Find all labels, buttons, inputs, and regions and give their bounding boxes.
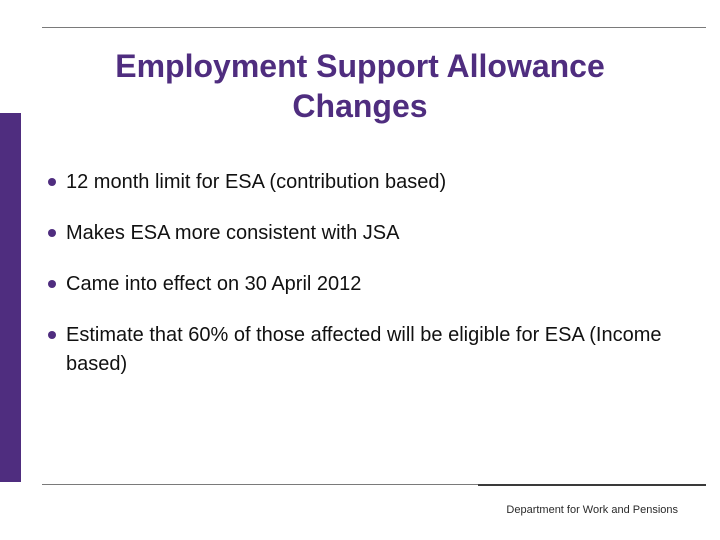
bullet-item — [48, 168, 688, 197]
bullet-item — [48, 219, 688, 248]
footer-divider — [478, 484, 706, 486]
top-divider — [42, 27, 706, 28]
bullet-text: Came into effect on 30 April 2012 — [66, 273, 362, 295]
bullet-text: 12 month limit for ESA (contribution based) — [66, 171, 447, 193]
footer-department: Department for Work and Pensions — [506, 504, 678, 516]
bullet-text: Estimate that 60% of those affected will be eligible for ESA (Income based) — [66, 324, 662, 375]
slide-title: Employment Support Allowance Changes — [115, 48, 605, 124]
left-accent-bar — [0, 113, 21, 482]
bullet-dot-icon — [48, 178, 56, 186]
bullet-list — [48, 168, 688, 401]
bullet-item — [48, 270, 688, 299]
bullet-text: Makes ESA more consistent with JSA — [66, 222, 400, 244]
bullet-dot-icon — [48, 331, 56, 339]
bullet-dot-icon — [48, 229, 56, 237]
bullet-item — [48, 321, 688, 379]
bullet-dot-icon — [48, 280, 56, 288]
